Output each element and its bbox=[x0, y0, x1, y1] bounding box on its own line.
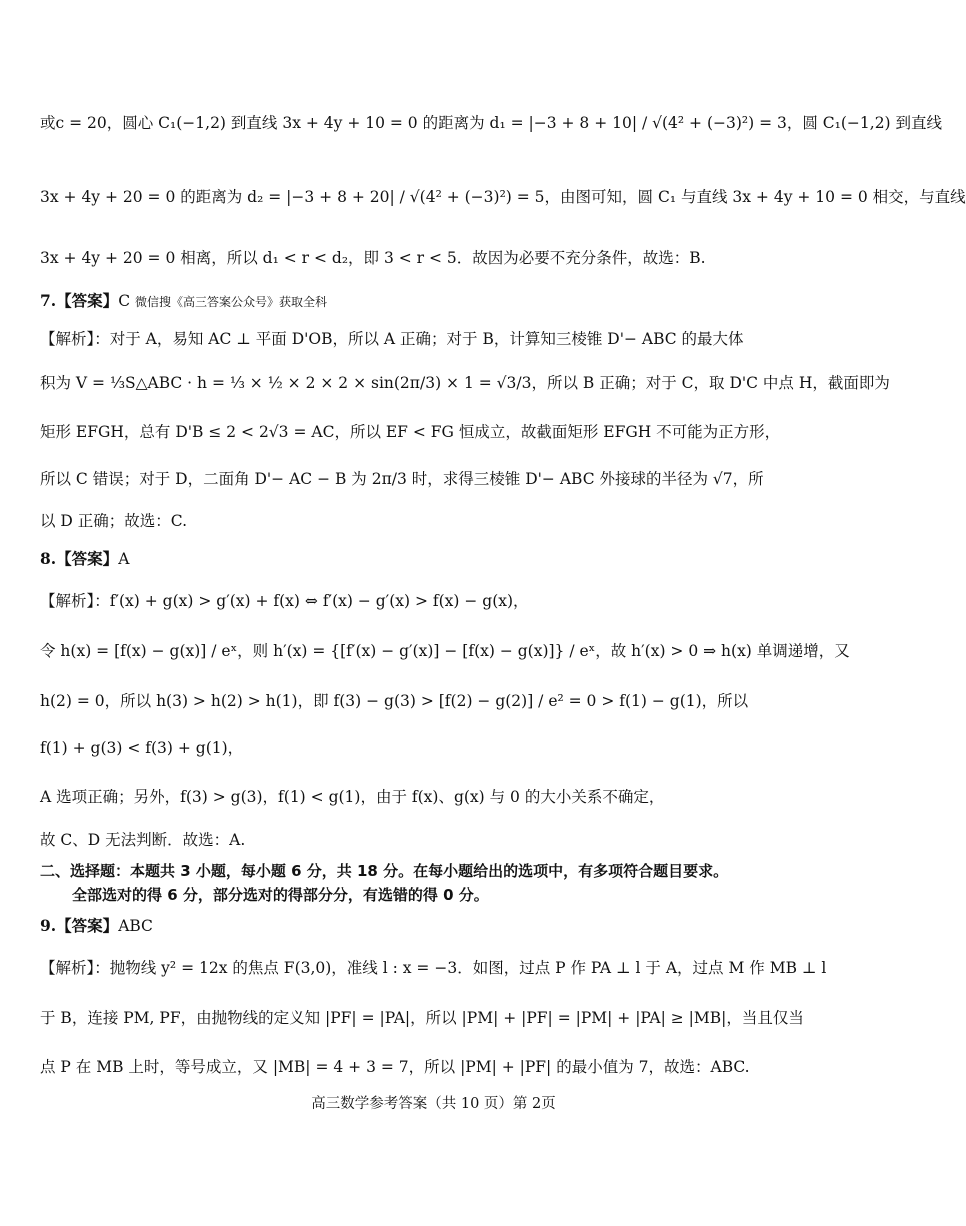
line-5: 积为 V = ⅓S△ABC · h = ⅓ × ½ × 2 × 2 × sin(2π/3) × 1 = √3/3，所以 B 正确；对于 C，取 D'C 中点 H，截面即为 bbox=[40, 374, 890, 392]
line-3: 3x + 4y + 20 = 0 相离，所以 d₁ < r < d₂，即 3 < r < 5．故因为必要不充分条件，故选：B. bbox=[40, 249, 706, 267]
line-9: 【解析】：f′(x) + g(x) > g′(x) + f(x) ⇔ f′(x) − g′(x) > f(x) − g(x)， bbox=[40, 592, 529, 610]
line-4: 【解析】：对于 A，易知 AC ⊥ 平面 D'OB，所以 A 正确；对于 B，计算知三棱锥 D'− ABC 的最大体 bbox=[40, 330, 744, 348]
page-footer: 高三数学参考答案（共 10 页）第 2页 bbox=[311, 1096, 556, 1112]
line-6: 矩形 EFGH，总有 D'B ≤ 2 < 2√3 = AC，所以 EF < FG 恒成立，故截面矩形 EFGH 不可能为正方形， bbox=[40, 423, 781, 441]
q8-answer-row bbox=[40, 548, 827, 570]
section-heading-1: 二、选择题：本题共 3 小题，每小题 6 分，共 18 分。在每小题给出的选项中，有多项符合题目要求。 bbox=[40, 862, 729, 880]
line-11: h(2) = 0，所以 h(3) > h(2) > h(1)，即 f(3) − g(3) > [f(2) − g(2)] / e² = 0 > f(1) − g(1)，所以 bbox=[40, 692, 749, 710]
q7-answer-label: 7.【答案】 bbox=[40, 291, 119, 310]
q8-answer-label: 8.【答案】 bbox=[40, 549, 119, 568]
line-7: 所以 C 错误；对于 D，二面角 D'− AC − B 为 2π/3 时，求得三棱锥 D'− ABC 外接球的半径为 √7，所 bbox=[40, 470, 764, 488]
q7-note: 微信搜《高三答案公众号》获取全科 bbox=[135, 295, 328, 309]
line-13: A 选项正确；另外，f(3) > g(3)，f(1) < g(1)，由于 f(x)、g(x) 与 0 的大小关系不确定， bbox=[40, 788, 665, 806]
line-10: 令 h(x) = [f(x) − g(x)] / eˣ，则 h′(x) = {[f′(x) − g′(x)] − [f(x) − g(x)]} / eˣ，故 h′(x) > 0 ⇒ h(x) 单调递增，又 bbox=[40, 642, 850, 660]
q7-answer-value: C bbox=[118, 292, 131, 310]
q9-answer-row bbox=[40, 915, 827, 937]
line-8: 以 D 正确；故选：C. bbox=[40, 512, 188, 530]
line-15: 【解析】：抛物线 y² = 12x 的焦点 F(3,0)，准线 l : x = −3．如图，过点 P 作 PA ⊥ l 于 A，过点 M 作 MB ⊥ l bbox=[40, 959, 827, 977]
line-1: 或c = 20，圆心 C₁(−1,2) 到直线 3x + 4y + 10 = 0 的距离为 d₁ = |−3 + 8 + 10| / √(4² + (−3)²) = 3，圆 C₁(−1,2) 到直线 bbox=[40, 114, 943, 132]
line-14: 故 C、D 无法判断．故选：A. bbox=[40, 831, 246, 849]
q8-answer-value: A bbox=[118, 550, 130, 568]
line-16: 于 B，连接 PM, PF，由抛物线的定义知 |PF| = |PA|，所以 |PM| + |PF| = |PM| + |PA| ≥ |MB|，当且仅当 bbox=[40, 1009, 804, 1027]
q9-answer-label: 9.【答案】 bbox=[40, 916, 119, 935]
line-17: 点 P 在 MB 上时，等号成立，又 |MB| = 4 + 3 = 7，所以 |PM| + |PF| 的最小值为 7，故选：ABC. bbox=[40, 1058, 750, 1076]
q9-answer-value: ABC bbox=[118, 917, 153, 935]
line-12: f(1) + g(3) < f(3) + g(1)， bbox=[40, 739, 244, 757]
q7-answer-row bbox=[40, 290, 827, 313]
section-heading-2: 全部选对的得 6 分，部分选对的得部分分，有选错的得 0 分。 bbox=[72, 886, 489, 904]
line-2: 3x + 4y + 20 = 0 的距离为 d₂ = |−3 + 8 + 20| / √(4² + (−3)²) = 5，由图可知，圆 C₁ 与直线 3x + 4y + 10 = 0 相交，与直线 bbox=[40, 188, 966, 206]
